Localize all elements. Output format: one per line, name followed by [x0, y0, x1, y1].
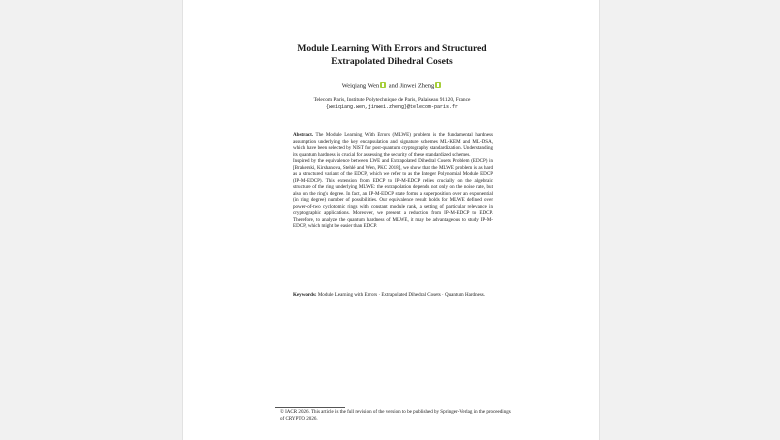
author-name: Weiqiang Wen: [341, 82, 380, 90]
abstract-paragraph-2: Inspired by the equivalence between LWE and Extrapolated Dihedral Cosets Problem (EDCP) in [Brakerski, Kirshanova, Stehlé and Wen, PKC 2018], we show that the MLWE problem is as hard as a structured variant of the EDCP, which we refer to as the Integer Polynomial Module EDCP (IP-M-EDCP). This extension from EDCP to IP-M-EDCP relies crucially on the algebraic structure of the ring underlying MLWE: the extrapolation depends not only on the noise rate, but also on the ring's degree. In fact, an IP-M-EDCP state forms a superposition over an exponential (in ring degree) number of possibilities. Our equivalence result holds for MLWE defined over power-of-two cyclotomic rings with constant module rank, a setting of particular relevance in cryptographic applications. Moreover, we present a reduction from IP-M-EDCP to EDCP. Therefore, to analyze the quantum hardness of MLWE, it may be advantageous to study IP-M-EDCP, which might be easier than EDCP.: [293, 158, 493, 229]
orcid-icon[interactable]: [435, 82, 441, 88]
author-email[interactable]: {weiqiang.wen,jinwei.zheng}@telecom-paris.fr: [325, 104, 459, 110]
paper-title: [183, 43, 601, 68]
abstract-paragraph-1: [293, 132, 493, 158]
footnote-rule: [275, 407, 345, 408]
abstract: [293, 132, 493, 230]
pdf-page: [182, 0, 600, 440]
author-name: Jinwei Zheng: [399, 82, 435, 90]
title-line-1: Module Learning With Errors and Structured: [297, 43, 487, 54]
title-line-2: Extrapolated Dihedral Cosets: [331, 55, 453, 67]
footnote: © IACR 2026. This article is the full revision of the version to be published by Springer-Verlag in the proceedings of CRYPTO 2026.: [280, 409, 511, 422]
keywords-text: Module Learning with Errors · Extrapolated Dihedral Cosets · Quantum Hardness.: [316, 292, 486, 298]
orcid-icon[interactable]: [380, 82, 386, 88]
affiliation-block: [183, 97, 601, 111]
abstract-label: Abstract.: [293, 132, 314, 138]
abstract-text: The Module Learning With Errors (MLWE) problem is the fundamental hardness assumption underlying the key encapsulation and signature schemes ML-KEM and ML-DSA, which have been selected by NIST for post-quantum cryptography standardization. Understanding its quantum hardness is crucial for assessing the security of these standardized schemes.: [293, 132, 493, 158]
keywords-label: Keywords:: [293, 292, 317, 298]
author-separator: and: [387, 82, 400, 90]
affiliation: Telecom Paris, Institute Polytechnique de Paris, Palaiseau 91120, France: [313, 97, 471, 103]
author-list: [183, 82, 601, 91]
keywords: [293, 292, 493, 299]
